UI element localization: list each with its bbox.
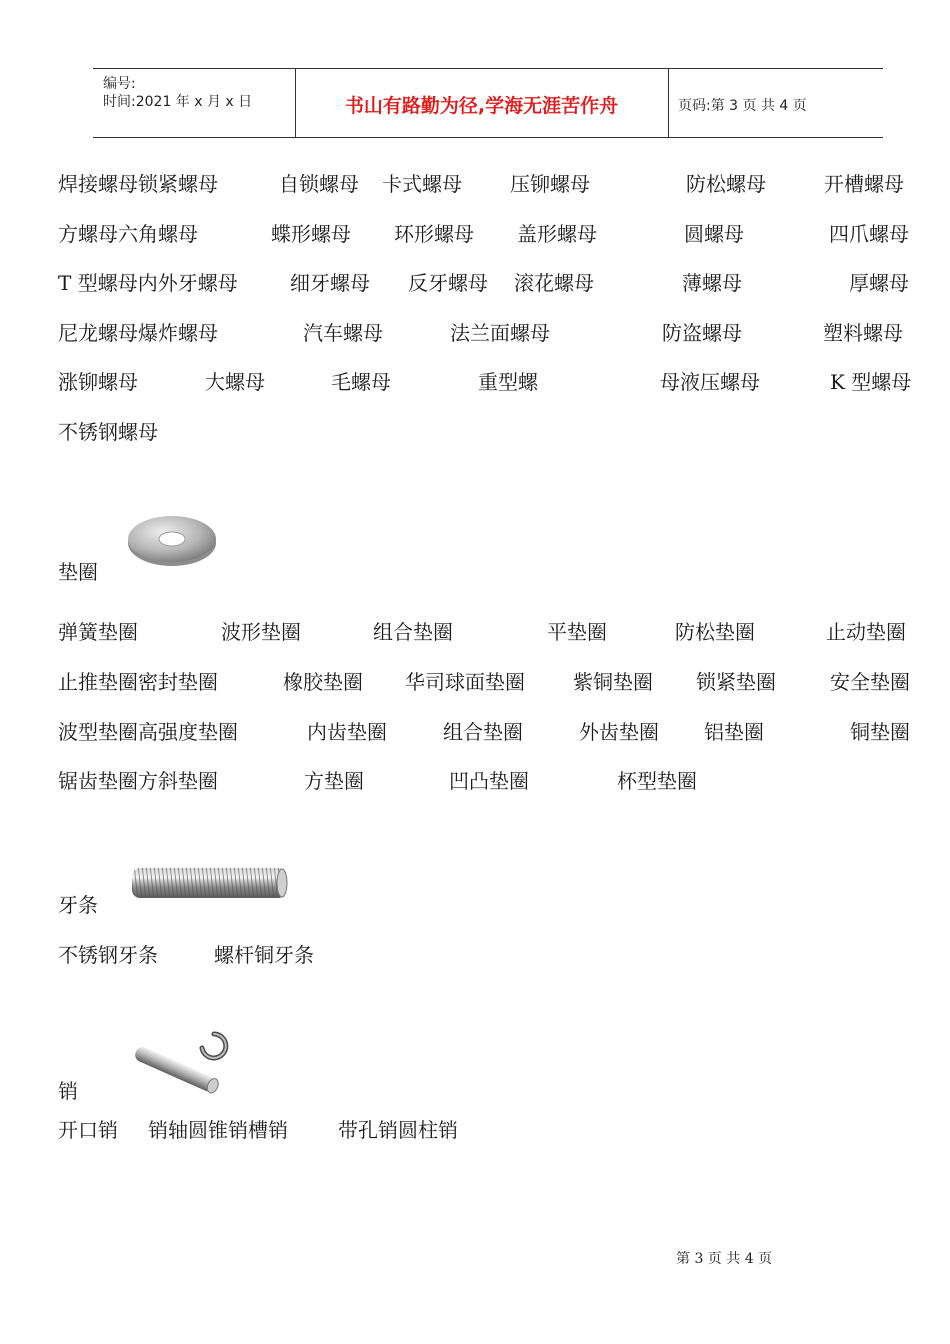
list-item: 外齿垫圈 <box>579 720 659 744</box>
list-item: 焊接螺母锁紧螺母 <box>58 172 218 196</box>
list-item: 大螺母 <box>205 370 265 394</box>
list-item: 汽车螺母 <box>303 321 383 345</box>
page-footer: 第 3 页 共 4 页 <box>676 1251 773 1267</box>
time-label: 时间:2021 年 x 月 x 日 <box>103 94 253 110</box>
list-item: 止动垫圈 <box>826 620 906 644</box>
list-item: 内齿垫圈 <box>307 720 387 744</box>
list-item: 重型螺 <box>478 370 538 394</box>
list-item: 薄螺母 <box>682 271 742 295</box>
list-item: 不锈钢牙条 <box>58 943 158 967</box>
header-middle-cell <box>295 69 669 137</box>
list-item: T 型螺母内外牙螺母 <box>58 271 238 295</box>
number-label: 编号: <box>103 76 136 92</box>
list-item: 锯齿垫圈方斜垫圈 <box>58 769 218 793</box>
list-item: 弹簧垫圈 <box>58 620 138 644</box>
list-item: 蝶形螺母 <box>271 222 351 246</box>
washer-image <box>126 512 218 568</box>
header-right-cell <box>668 69 883 137</box>
list-item: 防松垫圈 <box>675 620 755 644</box>
section-label-washers: 垫圈 <box>58 560 98 584</box>
list-item: 四爪螺母 <box>829 222 909 246</box>
list-item: 压铆螺母 <box>510 172 590 196</box>
list-item: 圆螺母 <box>684 222 744 246</box>
list-item: 开槽螺母 <box>824 172 904 196</box>
list-item: 细牙螺母 <box>290 271 370 295</box>
list-item: 环形螺母 <box>394 222 474 246</box>
list-item: 杯型垫圈 <box>617 769 697 793</box>
list-item: 止推垫圈密封垫圈 <box>58 670 218 694</box>
list-item: 盖形螺母 <box>517 222 597 246</box>
list-item: 波形垫圈 <box>221 620 301 644</box>
list-item: 波型垫圈高强度垫圈 <box>58 720 238 744</box>
list-item: 涨铆螺母 <box>58 370 138 394</box>
page-info: 页码:第 3 页 共 4 页 <box>678 98 807 114</box>
pin-image <box>126 1030 232 1098</box>
list-item: 锁紧垫圈 <box>696 670 776 694</box>
list-item: 毛螺母 <box>331 370 391 394</box>
list-item: 铝垫圈 <box>704 720 764 744</box>
list-item: 不锈钢螺母 <box>58 420 158 444</box>
list-item: K 型螺母 <box>830 370 912 394</box>
list-item: 方垫圈 <box>304 769 364 793</box>
list-item: 开口销 <box>58 1118 118 1142</box>
list-item: 反牙螺母 <box>408 271 488 295</box>
motto-text: 书山有路勤为径,学海无涯苦作舟 <box>344 95 619 117</box>
list-item: 销轴圆锥销槽销 <box>148 1118 288 1142</box>
list-item: 母液压螺母 <box>660 370 760 394</box>
list-item: 带孔销圆柱销 <box>338 1118 458 1142</box>
list-item: 卡式螺母 <box>382 172 462 196</box>
list-item: 组合垫圈 <box>373 620 453 644</box>
list-item: 安全垫圈 <box>830 670 910 694</box>
list-item: 塑料螺母 <box>823 321 903 345</box>
list-item: 方螺母六角螺母 <box>58 222 198 246</box>
list-item: 铜垫圈 <box>850 720 910 744</box>
list-item: 滚花螺母 <box>514 271 594 295</box>
list-item: 防松螺母 <box>686 172 766 196</box>
list-item: 华司球面垫圈 <box>405 670 525 694</box>
threaded-rod-image <box>130 864 290 902</box>
list-item: 凹凸垫圈 <box>449 769 529 793</box>
header-table <box>93 68 883 138</box>
list-item: 螺杆铜牙条 <box>214 943 314 967</box>
list-item: 尼龙螺母爆炸螺母 <box>58 321 218 345</box>
list-item: 防盗螺母 <box>662 321 742 345</box>
list-item: 平垫圈 <box>547 620 607 644</box>
header-left-cell <box>93 69 296 137</box>
list-item: 自锁螺母 <box>279 172 359 196</box>
list-item: 橡胶垫圈 <box>283 670 363 694</box>
list-item: 组合垫圈 <box>443 720 523 744</box>
list-item: 法兰面螺母 <box>450 321 550 345</box>
section-label-threaded-rods: 牙条 <box>58 893 98 917</box>
list-item: 紫铜垫圈 <box>573 670 653 694</box>
section-label-pins: 销 <box>58 1079 78 1103</box>
list-item: 厚螺母 <box>849 271 909 295</box>
